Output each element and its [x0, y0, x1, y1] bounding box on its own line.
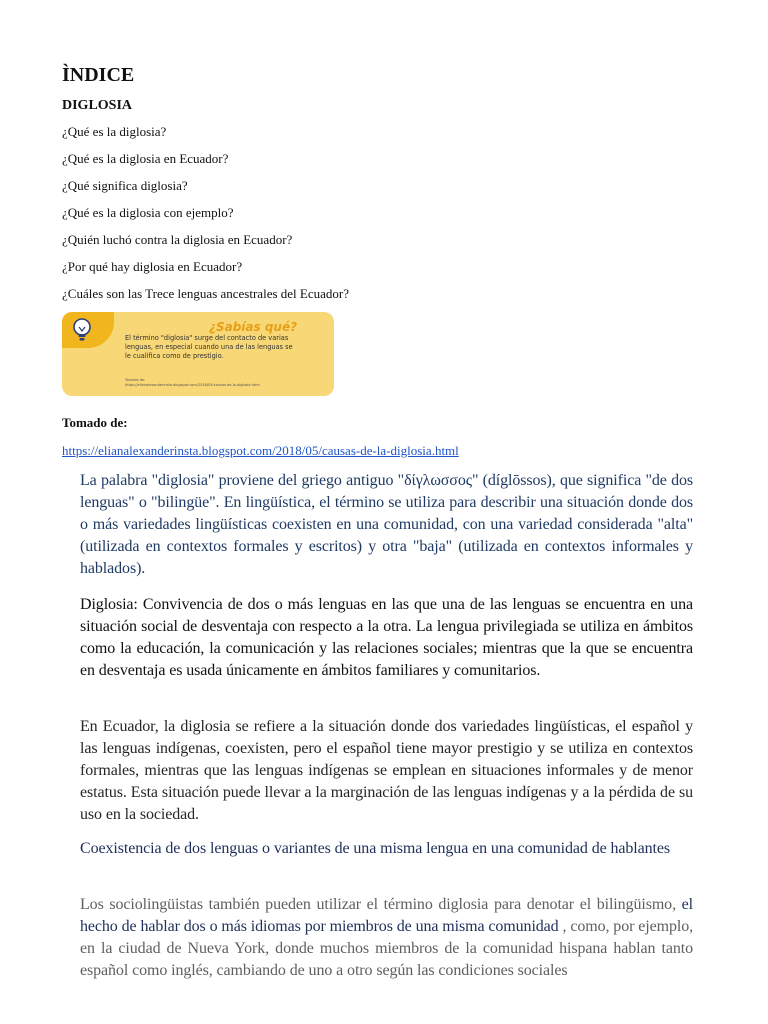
callout-text: El término "diglosia" surge del contacto de varias lenguas, en especial cuando una de las lenguas se le cualifica como de prestigio. [125, 334, 293, 360]
source-link[interactable]: https://elianalexanderinsta.blogspot.com/2018/05/causas-de-la-diglosia.html [62, 443, 459, 458]
paragraph-sociolinguists-emphasis: el hecho de hablar dos o más idiomas por miembros de una misma comunidad [80, 896, 694, 935]
paragraph-sociolinguists [80, 894, 693, 982]
toc-item: ¿Cuáles son las Trece lenguas ancestrales del Ecuador? [62, 286, 349, 301]
paragraph-etymology: La palabra "diglosia" proviene del griego antiguo "δίγλωσσος" (díglōssos), que significa "de dos lenguas" o "bilingüe". En lingüística, el término se utiliza para describir una situación donde dos o más variedades lingüísticas coexisten en una comunidad, con una variedad considerada "alta" (utilizada en contextos formales y escritos) y otra "baja" (utilizada en contextos informales y hablados). [80, 472, 693, 577]
callout-icon-tab [62, 312, 114, 348]
source-label: Tomado de: [62, 415, 128, 430]
toc-item: ¿Qué es la diglosia? [62, 124, 167, 139]
callout-source-url: https://elianalexanderinsta.blogspot.com/2018/05/causas-de-la-diglosia.html [125, 382, 260, 387]
paragraph-ecuador: En Ecuador, la diglosia se refiere a la situación donde dos variedades lingüísticas, el español y las lenguas indígenas, coexisten, pero el español tiene mayor prestigio y se utiliza en contextos formales, mientras que las lenguas indígenas se emplean en situaciones informales y de menor estatus. Esta situación puede llevar a la marginación de las lenguas indígenas y a la pérdida de su uso en la sociedad. [80, 718, 693, 823]
callout-heading: ¿Sabías qué? [209, 320, 298, 334]
toc-item: ¿Qué es la diglosia con ejemplo? [62, 205, 234, 220]
toc-item: ¿Quién luchó contra la diglosia en Ecuador? [62, 232, 293, 247]
paragraph-definition: Diglosia: Convivencia de dos o más lenguas en las que una de las lenguas se encuentra en una situación social de desventaja con respecto a la otra. La lengua privilegiada se utiliza en ámbitos como la educación, la comunicación y las relaciones sociales; mientras que la que se encuentra en desventaja es usada únicamente en ámbitos familiares y comunitarios. [80, 596, 693, 679]
lightbulb-icon [72, 317, 92, 343]
did-you-know-callout [62, 312, 334, 396]
paragraph-sociolinguists-example: , como, por ejemplo, en la ciudad de Nueva York, donde muchos miembros de la comunidad hispana hablan tanto español como inglés, cambiando de uno a otro según las condiciones sociales [80, 918, 693, 979]
table-of-contents [62, 123, 349, 312]
paragraph-sociolinguists-intro: Los sociolingüistas también pueden utilizar el término diglosia para denotar el bilingüismo, [80, 896, 676, 913]
toc-item: ¿Qué es la diglosia en Ecuador? [62, 151, 229, 166]
paragraph-coexistence: Coexistencia de dos lenguas o variantes de una misma lengua en una comunidad de hablantes [80, 840, 671, 857]
toc-item: ¿Qué significa diglosia? [62, 178, 188, 193]
toc-item: ¿Por qué hay diglosia en Ecuador? [62, 259, 243, 274]
callout-source-label: Tomado de: [125, 378, 146, 382]
callout-source [125, 378, 325, 387]
section-heading-diglosia: DIGLOSIA [62, 98, 133, 113]
index-title: ÌNDICE [62, 64, 135, 86]
